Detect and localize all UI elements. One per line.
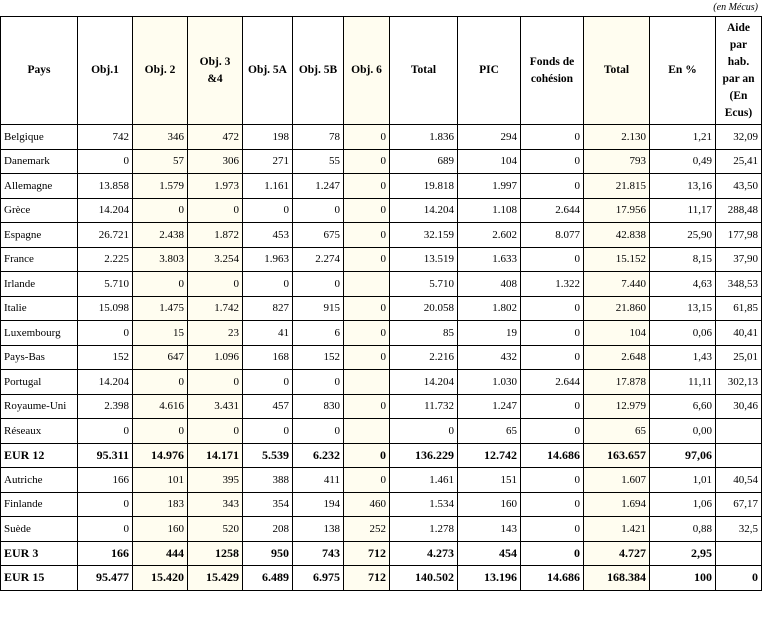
column-header: Aide par hab. par an (En Ecus) (716, 17, 762, 125)
value-cell: 11,17 (650, 198, 716, 223)
value-cell: 0 (78, 149, 133, 174)
value-cell: 1.607 (584, 468, 650, 493)
value-cell: 0 (344, 198, 390, 223)
value-cell: 65 (584, 419, 650, 444)
value-cell: 0 (243, 419, 293, 444)
value-cell: 444 (133, 541, 188, 566)
value-cell: 0 (78, 517, 133, 542)
value-cell: 1.247 (458, 394, 521, 419)
value-cell: 2.644 (521, 198, 584, 223)
value-cell: 12.742 (458, 443, 521, 468)
value-cell: 520 (188, 517, 243, 542)
table-row (1, 125, 762, 150)
value-cell: 0 (293, 419, 344, 444)
value-cell: 0 (521, 394, 584, 419)
value-cell: 2.602 (458, 223, 521, 248)
value-cell: 3.803 (133, 247, 188, 272)
value-cell: 1.096 (188, 345, 243, 370)
value-cell: 0 (521, 149, 584, 174)
value-cell: 0 (344, 394, 390, 419)
value-cell: 294 (458, 125, 521, 150)
country-cell: EUR 12 (1, 443, 78, 468)
table-row (1, 517, 762, 542)
value-cell: 1,01 (650, 468, 716, 493)
value-cell: 14.204 (390, 370, 458, 395)
value-cell: 0 (78, 492, 133, 517)
value-cell: 1.694 (584, 492, 650, 517)
value-cell: 0 (344, 468, 390, 493)
country-cell: Réseaux (1, 419, 78, 444)
value-cell: 21.815 (584, 174, 650, 199)
table-row (1, 443, 762, 468)
column-header: Total (390, 17, 458, 125)
value-cell: 2.648 (584, 345, 650, 370)
value-cell: 0 (188, 272, 243, 297)
value-cell: 13,15 (650, 296, 716, 321)
value-cell: 0 (344, 296, 390, 321)
value-cell: 712 (344, 541, 390, 566)
value-cell: 0 (293, 272, 344, 297)
value-cell: 67,17 (716, 492, 762, 517)
value-cell: 1258 (188, 541, 243, 566)
value-cell: 0 (133, 272, 188, 297)
value-cell: 3.431 (188, 394, 243, 419)
country-cell: France (1, 247, 78, 272)
value-cell: 0 (521, 468, 584, 493)
value-cell: 0 (293, 198, 344, 223)
value-cell: 0 (344, 247, 390, 272)
value-cell: 0 (344, 174, 390, 199)
value-cell: 1.836 (390, 125, 458, 150)
value-cell: 42.838 (584, 223, 650, 248)
table-row (1, 296, 762, 321)
value-cell: 168.384 (584, 566, 650, 591)
value-cell: 827 (243, 296, 293, 321)
value-cell: 19.818 (390, 174, 458, 199)
value-cell: 0 (243, 198, 293, 223)
value-cell: 460 (344, 492, 390, 517)
value-cell: 0 (344, 443, 390, 468)
value-cell: 25,01 (716, 345, 762, 370)
value-cell: 32,5 (716, 517, 762, 542)
value-cell (716, 419, 762, 444)
value-cell: 915 (293, 296, 344, 321)
column-header: Total (584, 17, 650, 125)
value-cell: 26.721 (78, 223, 133, 248)
value-cell: 1.633 (458, 247, 521, 272)
value-cell: 8.077 (521, 223, 584, 248)
value-cell (344, 370, 390, 395)
country-cell: Pays-Bas (1, 345, 78, 370)
value-cell: 2.398 (78, 394, 133, 419)
value-cell: 432 (458, 345, 521, 370)
value-cell: 1.534 (390, 492, 458, 517)
value-cell: 1.161 (243, 174, 293, 199)
value-cell: 408 (458, 272, 521, 297)
table-row (1, 419, 762, 444)
value-cell: 675 (293, 223, 344, 248)
value-cell: 252 (344, 517, 390, 542)
table-row (1, 468, 762, 493)
table-row (1, 272, 762, 297)
value-cell: 0 (521, 247, 584, 272)
country-cell: Portugal (1, 370, 78, 395)
value-cell: 65 (458, 419, 521, 444)
value-cell: 15.152 (584, 247, 650, 272)
value-cell: 0 (521, 174, 584, 199)
value-cell: 5.710 (390, 272, 458, 297)
value-cell: 17.878 (584, 370, 650, 395)
value-cell: 0,06 (650, 321, 716, 346)
value-cell: 13,16 (650, 174, 716, 199)
country-cell: Luxembourg (1, 321, 78, 346)
value-cell: 0 (133, 370, 188, 395)
value-cell: 0 (188, 370, 243, 395)
table-row (1, 223, 762, 248)
value-cell: 2.130 (584, 125, 650, 150)
value-cell: 11.732 (390, 394, 458, 419)
value-cell: 32.159 (390, 223, 458, 248)
value-cell: 1.108 (458, 198, 521, 223)
value-cell: 17.956 (584, 198, 650, 223)
value-cell: 37,90 (716, 247, 762, 272)
column-header: Obj. 5A (243, 17, 293, 125)
value-cell: 830 (293, 394, 344, 419)
value-cell: 14.204 (390, 198, 458, 223)
value-cell: 793 (584, 149, 650, 174)
value-cell: 2.438 (133, 223, 188, 248)
value-cell: 160 (458, 492, 521, 517)
column-header: Fonds de cohésion (521, 17, 584, 125)
value-cell: 2.216 (390, 345, 458, 370)
value-cell: 198 (243, 125, 293, 150)
value-cell: 166 (78, 541, 133, 566)
value-cell: 454 (458, 541, 521, 566)
value-cell: 13.519 (390, 247, 458, 272)
value-cell: 32,09 (716, 125, 762, 150)
value-cell: 388 (243, 468, 293, 493)
value-cell: 4.616 (133, 394, 188, 419)
value-cell: 689 (390, 149, 458, 174)
value-cell: 0 (188, 198, 243, 223)
value-cell: 14.686 (521, 566, 584, 591)
value-cell: 0 (344, 345, 390, 370)
value-cell: 0 (390, 419, 458, 444)
value-cell: 0 (521, 517, 584, 542)
value-cell: 101 (133, 468, 188, 493)
country-cell: Grèce (1, 198, 78, 223)
country-cell: EUR 3 (1, 541, 78, 566)
value-cell: 183 (133, 492, 188, 517)
value-cell: 19 (458, 321, 521, 346)
value-cell: 143 (458, 517, 521, 542)
value-cell: 140.502 (390, 566, 458, 591)
column-header: Pays (1, 17, 78, 125)
value-cell: 4.727 (584, 541, 650, 566)
value-cell (344, 419, 390, 444)
value-cell: 194 (293, 492, 344, 517)
value-cell: 1.963 (243, 247, 293, 272)
value-cell: 1.475 (133, 296, 188, 321)
column-header: Obj. 3 &4 (188, 17, 243, 125)
value-cell: 343 (188, 492, 243, 517)
value-cell: 0 (521, 321, 584, 346)
value-cell: 0,88 (650, 517, 716, 542)
column-header: En % (650, 17, 716, 125)
value-cell: 0 (133, 419, 188, 444)
value-cell: 152 (293, 345, 344, 370)
value-cell: 647 (133, 345, 188, 370)
value-cell: 0 (521, 125, 584, 150)
column-header: Obj. 5B (293, 17, 344, 125)
value-cell: 6 (293, 321, 344, 346)
value-cell: 1,21 (650, 125, 716, 150)
value-cell: 1.579 (133, 174, 188, 199)
value-cell: 43,50 (716, 174, 762, 199)
value-cell: 163.657 (584, 443, 650, 468)
country-cell: EUR 15 (1, 566, 78, 591)
value-cell: 136.229 (390, 443, 458, 468)
value-cell: 354 (243, 492, 293, 517)
value-cell: 152 (78, 345, 133, 370)
value-cell: 6,60 (650, 394, 716, 419)
country-cell: Autriche (1, 468, 78, 493)
value-cell: 11,11 (650, 370, 716, 395)
value-cell: 25,41 (716, 149, 762, 174)
value-cell: 712 (344, 566, 390, 591)
value-cell: 15 (133, 321, 188, 346)
value-cell: 0 (521, 419, 584, 444)
value-cell: 0 (521, 296, 584, 321)
country-cell: Italie (1, 296, 78, 321)
value-cell: 1,43 (650, 345, 716, 370)
value-cell: 457 (243, 394, 293, 419)
value-cell: 5.710 (78, 272, 133, 297)
value-cell: 743 (293, 541, 344, 566)
value-cell: 0 (78, 321, 133, 346)
value-cell: 14.204 (78, 370, 133, 395)
table-row (1, 370, 762, 395)
value-cell: 14.171 (188, 443, 243, 468)
value-cell: 348,53 (716, 272, 762, 297)
value-cell: 160 (133, 517, 188, 542)
value-cell (344, 272, 390, 297)
value-cell: 1.278 (390, 517, 458, 542)
value-cell: 0 (293, 370, 344, 395)
value-cell: 14.976 (133, 443, 188, 468)
value-cell: 13.196 (458, 566, 521, 591)
value-cell: 0,00 (650, 419, 716, 444)
value-cell: 472 (188, 125, 243, 150)
table-body (1, 125, 762, 591)
value-cell: 95.311 (78, 443, 133, 468)
column-header: Obj.1 (78, 17, 133, 125)
value-cell: 177,98 (716, 223, 762, 248)
value-cell: 271 (243, 149, 293, 174)
value-cell: 104 (458, 149, 521, 174)
value-cell: 6.489 (243, 566, 293, 591)
value-cell (716, 443, 762, 468)
value-cell: 1,06 (650, 492, 716, 517)
country-cell: Suède (1, 517, 78, 542)
value-cell: 0 (344, 149, 390, 174)
table-row (1, 394, 762, 419)
column-header: PIC (458, 17, 521, 125)
value-cell: 208 (243, 517, 293, 542)
table-row (1, 198, 762, 223)
value-cell: 1.802 (458, 296, 521, 321)
value-cell: 4.273 (390, 541, 458, 566)
value-cell: 2,95 (650, 541, 716, 566)
value-cell: 61,85 (716, 296, 762, 321)
value-cell: 3.254 (188, 247, 243, 272)
value-cell: 7.440 (584, 272, 650, 297)
table-row (1, 345, 762, 370)
country-cell: Belgique (1, 125, 78, 150)
table-row (1, 541, 762, 566)
value-cell: 0 (521, 492, 584, 517)
value-cell: 453 (243, 223, 293, 248)
unit-note: (en Mécus) (713, 2, 758, 13)
value-cell: 15.420 (133, 566, 188, 591)
value-cell: 23 (188, 321, 243, 346)
value-cell: 1.421 (584, 517, 650, 542)
value-cell: 1.461 (390, 468, 458, 493)
value-cell: 0,49 (650, 149, 716, 174)
table-row (1, 174, 762, 199)
country-cell: Danemark (1, 149, 78, 174)
table-row (1, 492, 762, 517)
value-cell: 85 (390, 321, 458, 346)
table-row (1, 149, 762, 174)
value-cell: 104 (584, 321, 650, 346)
value-cell: 25,90 (650, 223, 716, 248)
value-cell: 55 (293, 149, 344, 174)
value-cell: 1.030 (458, 370, 521, 395)
value-cell: 411 (293, 468, 344, 493)
column-header: Obj. 6 (344, 17, 390, 125)
country-cell: Finlande (1, 492, 78, 517)
table-row (1, 566, 762, 591)
value-cell: 4,63 (650, 272, 716, 297)
country-cell: Espagne (1, 223, 78, 248)
value-cell: 14.686 (521, 443, 584, 468)
value-cell: 0 (243, 370, 293, 395)
value-cell: 15.098 (78, 296, 133, 321)
value-cell: 346 (133, 125, 188, 150)
table-row (1, 321, 762, 346)
value-cell: 0 (344, 223, 390, 248)
value-cell: 1.742 (188, 296, 243, 321)
value-cell: 78 (293, 125, 344, 150)
value-cell: 302,13 (716, 370, 762, 395)
value-cell: 97,06 (650, 443, 716, 468)
value-cell: 288,48 (716, 198, 762, 223)
value-cell: 13.858 (78, 174, 133, 199)
value-cell: 2.225 (78, 247, 133, 272)
value-cell: 166 (78, 468, 133, 493)
value-cell: 40,54 (716, 468, 762, 493)
value-cell: 1.973 (188, 174, 243, 199)
value-cell: 2.644 (521, 370, 584, 395)
table-row (1, 247, 762, 272)
header-row (1, 17, 762, 125)
value-cell: 1.322 (521, 272, 584, 297)
value-cell: 0 (344, 321, 390, 346)
value-cell: 95.477 (78, 566, 133, 591)
value-cell: 0 (716, 566, 762, 591)
country-cell: Royaume-Uni (1, 394, 78, 419)
value-cell: 15.429 (188, 566, 243, 591)
value-cell: 40,41 (716, 321, 762, 346)
value-cell: 168 (243, 345, 293, 370)
value-cell: 6.975 (293, 566, 344, 591)
value-cell: 0 (344, 125, 390, 150)
value-cell: 21.860 (584, 296, 650, 321)
value-cell: 1.872 (188, 223, 243, 248)
value-cell: 306 (188, 149, 243, 174)
value-cell: 0 (243, 272, 293, 297)
value-cell: 6.232 (293, 443, 344, 468)
value-cell: 151 (458, 468, 521, 493)
value-cell: 395 (188, 468, 243, 493)
value-cell: 742 (78, 125, 133, 150)
value-cell: 41 (243, 321, 293, 346)
value-cell: 0 (521, 345, 584, 370)
value-cell: 138 (293, 517, 344, 542)
country-cell: Irlande (1, 272, 78, 297)
value-cell: 0 (133, 198, 188, 223)
value-cell: 0 (521, 541, 584, 566)
value-cell: 1.997 (458, 174, 521, 199)
value-cell: 0 (188, 419, 243, 444)
value-cell: 100 (650, 566, 716, 591)
structural-funds-table (0, 16, 762, 591)
value-cell: 20.058 (390, 296, 458, 321)
value-cell: 14.204 (78, 198, 133, 223)
value-cell: 8,15 (650, 247, 716, 272)
value-cell: 12.979 (584, 394, 650, 419)
column-header: Obj. 2 (133, 17, 188, 125)
value-cell: 30,46 (716, 394, 762, 419)
value-cell: 1.247 (293, 174, 344, 199)
value-cell: 950 (243, 541, 293, 566)
value-cell: 5.539 (243, 443, 293, 468)
value-cell (716, 541, 762, 566)
country-cell: Allemagne (1, 174, 78, 199)
value-cell: 0 (78, 419, 133, 444)
value-cell: 2.274 (293, 247, 344, 272)
value-cell: 57 (133, 149, 188, 174)
